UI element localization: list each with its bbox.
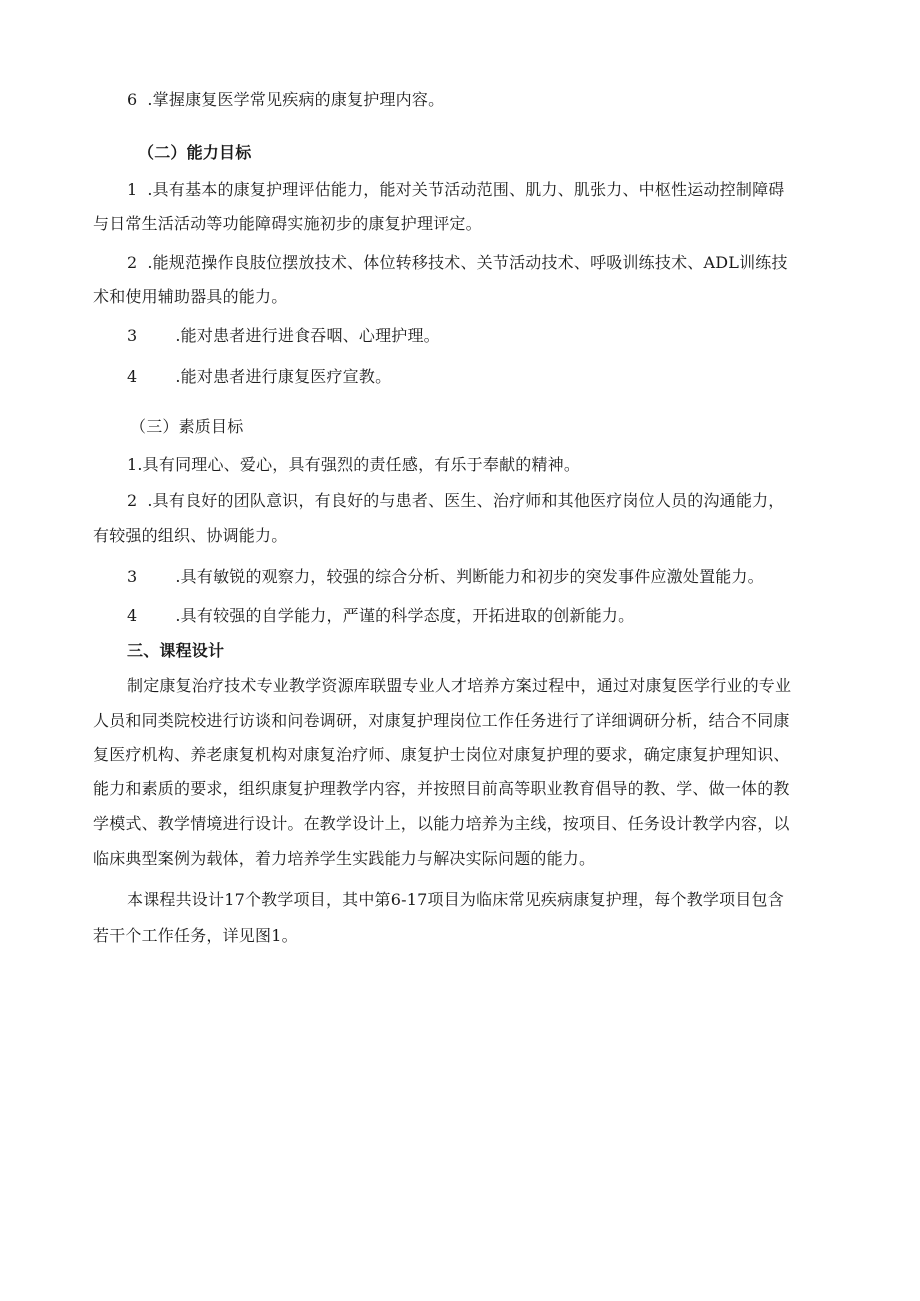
course-design-para-1-line-5: 学模式、教学情境进行设计。在教学设计上，以能力培养为主线，按项目、任务设计教学内容，以 xyxy=(93,814,790,833)
ability-item-3 xyxy=(127,326,440,346)
course-design-para-1-line-2: 人员和同类院校进行访谈和问卷调研，对康复护理岗位工作任务进行了详细调研分析，结合不同康 xyxy=(93,711,790,730)
ability-item-1-line-1 xyxy=(127,180,784,200)
quality-item-2-line-1 xyxy=(127,491,784,511)
item-number: 6 xyxy=(127,90,138,109)
ability-item-2-line-2: 术和使用辅助器具的能力。 xyxy=(93,287,288,306)
course-design-heading: 三、课程设计 xyxy=(127,641,225,660)
ability-heading: （二）能力目标 xyxy=(138,143,252,162)
course-design-para-1-line-6: 临床典型案例为载体，着力培养学生实践能力与解决实际问题的能力。 xyxy=(93,849,596,868)
item-text: .掌握康复医学常见疾病的康复护理内容。 xyxy=(147,90,445,109)
item-text: .具有基本的康复护理评估能力，能对关节活动范围、肌力、肌张力、中枢性运动控制障碍 xyxy=(147,180,785,199)
ability-item-4 xyxy=(127,367,391,387)
item-text: .能对患者进行康复医疗宣教。 xyxy=(175,367,392,386)
item-number: 3 xyxy=(127,567,138,586)
ability-item-2-line-1 xyxy=(127,253,788,273)
quality-heading: （三）素质目标 xyxy=(130,417,244,436)
quality-item-4 xyxy=(127,606,634,626)
course-design-para-1-line-1: 制定康复治疗技术专业教学资源库联盟专业人才培养方案过程中，通过对康复医学行业的专业 xyxy=(127,676,792,695)
item-number: 4 xyxy=(127,606,138,625)
course-design-para-1-line-4: 能力和素质的要求，组织康复护理教学内容，并按照目前高等职业教育倡导的教、学、做一体的教 xyxy=(93,779,790,798)
item-number: 1 xyxy=(127,180,138,199)
course-design-para-1-line-3: 复医疗机构、养老康复机构对康复治疗师、康复护士岗位对康复护理的要求，确定康复护理知识、 xyxy=(93,745,790,764)
quality-item-3 xyxy=(127,567,764,587)
item-text: .具有较强的自学能力，严谨的科学态度，开拓进取的创新能力。 xyxy=(175,606,635,625)
item-text: .具有敏锐的观察力，较强的综合分析、判断能力和初步的突发事件应激处置能力。 xyxy=(175,567,764,586)
item-text: .能对患者进行进食吞咽、心理护理。 xyxy=(175,326,440,345)
item-text: .能规范操作良肢位摆放技术、体位转移技术、关节活动技术、呼吸训练技术、ADL训练技 xyxy=(147,253,788,272)
item-number: 2 xyxy=(127,253,138,272)
course-design-para-2-line-1: 本课程共设计17个教学项目，其中第6-17项目为临床常见疾病康复护理，每个教学项目包含 xyxy=(127,890,784,909)
ability-item-1-line-2: 与日常生活活动等功能障碍实施初步的康复护理评定。 xyxy=(93,214,482,233)
item-number: 3 xyxy=(127,326,138,345)
quality-item-2-line-2: 有较强的组织、协调能力。 xyxy=(93,526,288,545)
item-text: .具有良好的团队意识，有良好的与患者、医生、治疗师和其他医疗岗位人员的沟通能力， xyxy=(147,491,785,510)
item-number: 2 xyxy=(127,491,138,510)
course-design-para-2-line-2: 若干个工作任务，详见图1。 xyxy=(93,926,298,945)
quality-item-1: 1.具有同理心、爱心，具有强烈的责任感，有乐于奉献的精神。 xyxy=(127,455,581,474)
knowledge-item-6 xyxy=(127,90,444,110)
item-number: 4 xyxy=(127,367,138,386)
